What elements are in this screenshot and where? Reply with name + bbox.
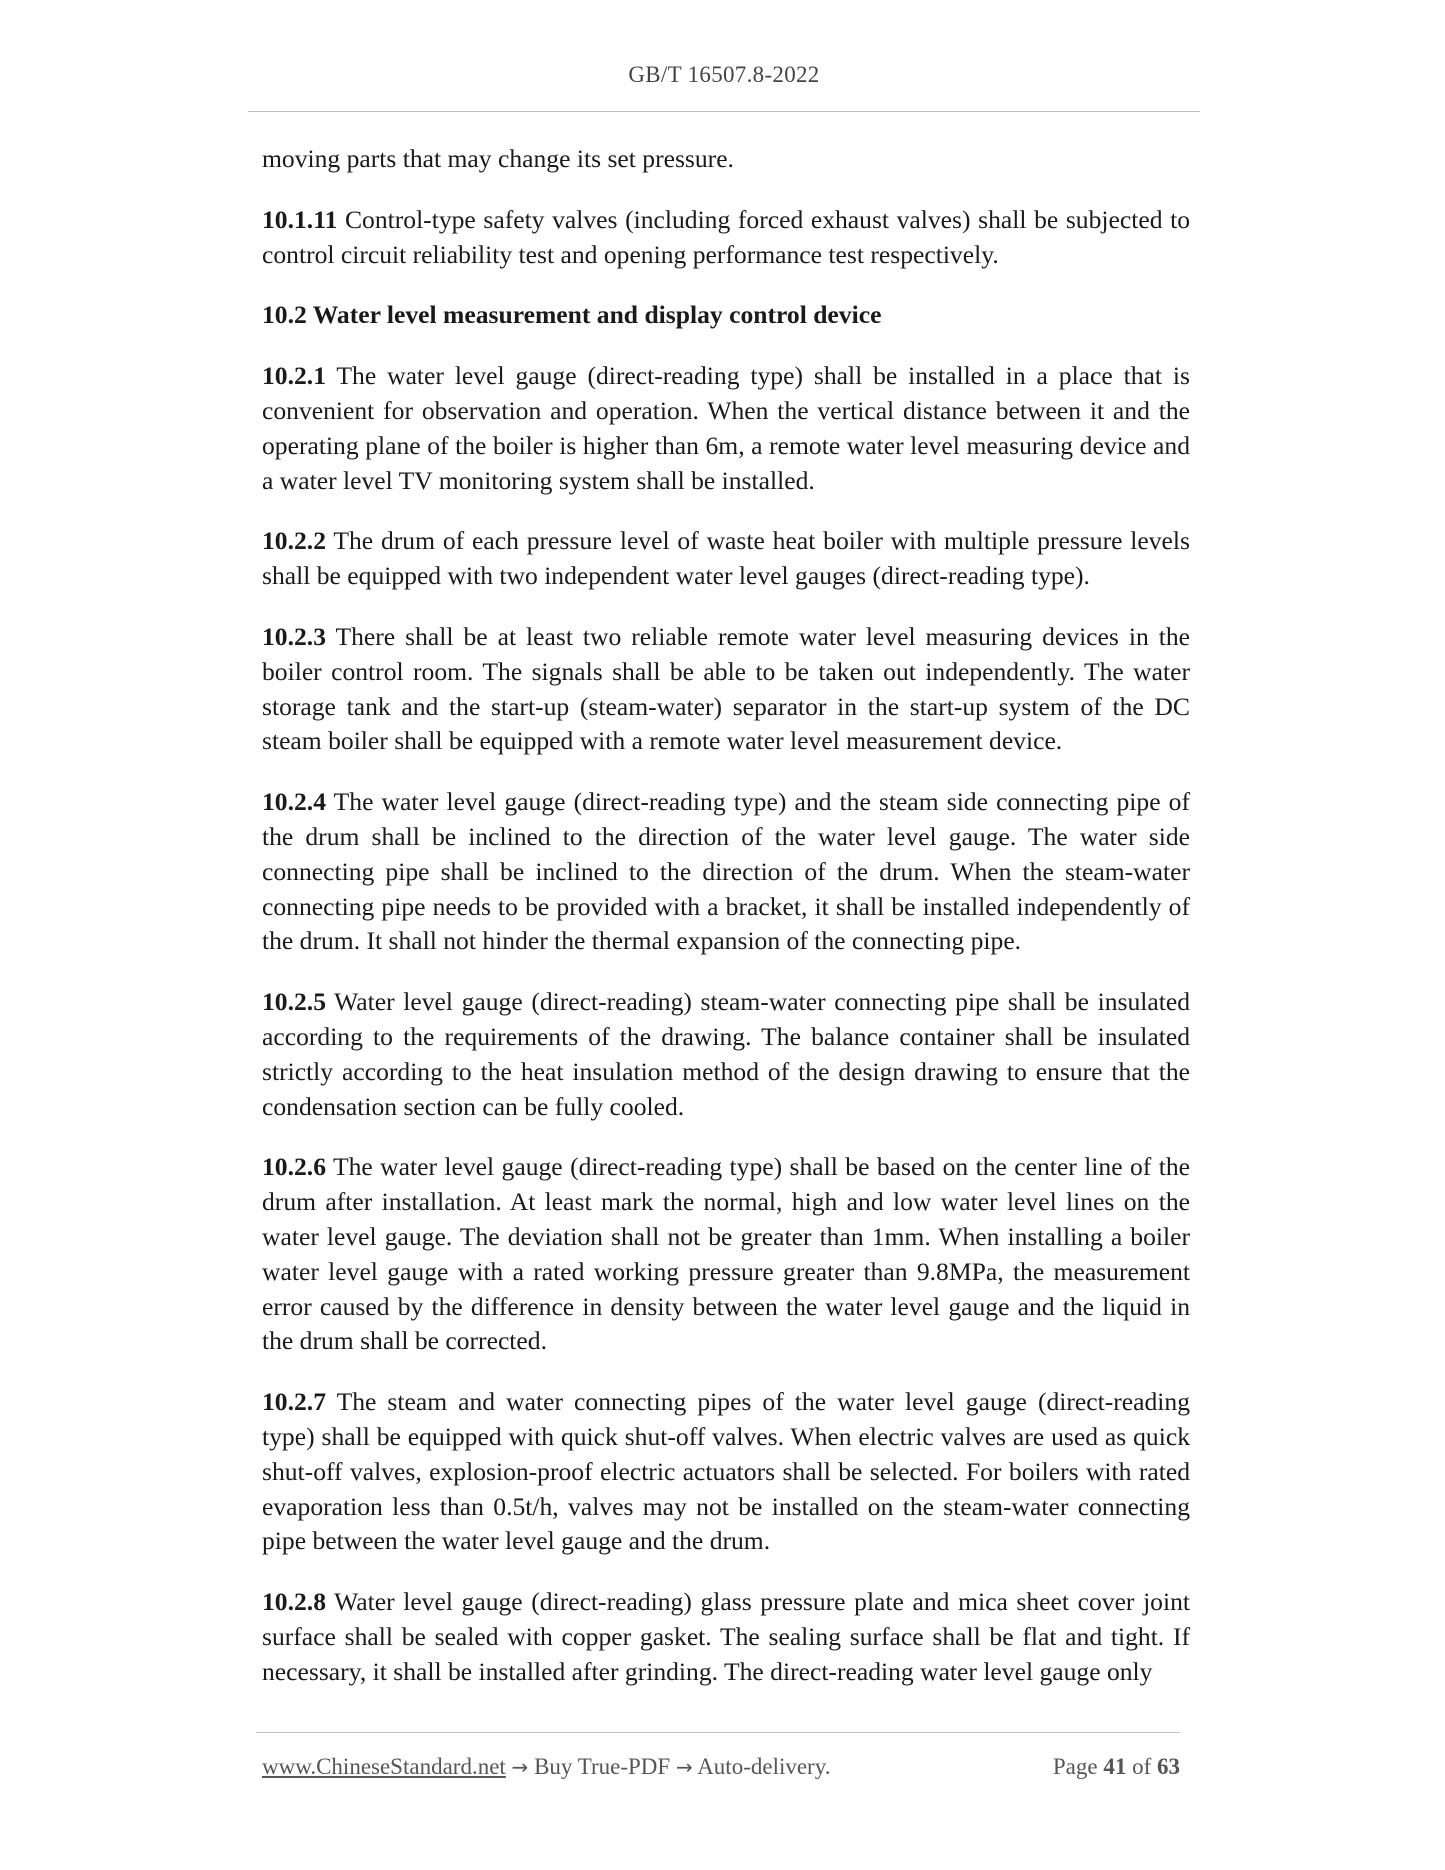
clause-text: Water level gauge (direct-reading) glass pressure plate and mica sheet cover joint surface shall be sealed with copper gasket. The sealing surface shall be flat and tight. If necessary, it shall be installed after grinding. The direct-reading water level gauge only <box>262 1587 1190 1686</box>
clause-10-2-1 <box>262 359 1190 498</box>
clause-10-2-6 <box>262 1150 1190 1359</box>
document-header <box>248 62 1200 88</box>
arrow-right-icon: → <box>675 1755 693 1779</box>
footer-divider <box>256 1732 1180 1733</box>
page-label: Page <box>1052 1754 1104 1779</box>
section-heading-10-2: 10.2 Water level measurement and display control device <box>262 300 882 330</box>
clause-10-1-11 <box>262 203 1190 273</box>
clause-number: 10.2.8 <box>262 1587 326 1617</box>
clause-10-2-4 <box>262 785 1190 959</box>
page-of-label: of <box>1126 1754 1157 1779</box>
clause-number: 10.1.11 <box>262 204 338 234</box>
clause-text: Control-type safety valves (including forced exhaust valves) shall be subjected to control circuit reliability test and opening performance test respectively. <box>262 204 1190 269</box>
clause-10-2-8 <box>262 1585 1190 1689</box>
clause-number: 10.2.5 <box>262 987 326 1017</box>
standard-code: GB/T 16507.8-2022 <box>628 62 820 87</box>
clause-text: Water level gauge (direct-reading) steam-water connecting pipe shall be insulated according to the requirements of the drawing. The balance container shall be insulated strictly according to the heat insulation method of the design drawing to ensure that the condensation section can be fully cooled. <box>262 987 1190 1121</box>
auto-delivery-text: Auto-delivery. <box>692 1754 831 1779</box>
arrow-right-icon: → <box>511 1755 529 1779</box>
clause-text: There shall be at least two reliable remote water level measuring devices in the boiler control room. The signals shall be able to be taken out independently. The water storage tank and the start-up (steam-water) separator in the start-up system of the DC steam boiler shall be equipped with a remote water level measurement device. <box>262 621 1190 756</box>
website-link[interactable]: www.ChineseStandard.net <box>262 1754 506 1779</box>
clause-text: The water level gauge (direct-reading type) shall be installed in a place that is convenient for observation and operation. When the vertical distance between it and the operating plane of the boiler is higher than 6m, a remote water level measuring device and a water level TV monitoring system shall be installed. <box>262 361 1190 495</box>
page-indicator <box>1053 1754 1180 1780</box>
clause-number: 10.2.4 <box>262 787 326 817</box>
footer-promo <box>262 1754 830 1780</box>
clause-number: 10.2.2 <box>262 526 326 556</box>
continued-text: moving parts that may change its set pressure. <box>262 144 734 173</box>
clause-10-2-3 <box>262 620 1190 759</box>
clause-text: The water level gauge (direct-reading type) shall be based on the center line of the drum after installation. At least mark the normal, high and low water level lines on the water level gauge. The deviation shall not be greater than 1mm. When installing a boiler water level gauge with a rated working pressure greater than 9.8MPa, the measurement error caused by the difference in density between the water level gauge and the liquid in the drum shall be corrected. <box>262 1152 1190 1356</box>
clause-10-2-2 <box>262 524 1190 594</box>
clause-text: The water level gauge (direct-reading type) and the steam side connecting pipe of the drum shall be inclined to the direction of the water level gauge. The water side connecting pipe shall be inclined to the direction of the drum. When the steam-water connecting pipe needs to be provided with a bracket, it shall be installed independently of the drum. It shall not hinder the thermal expansion of the connecting pipe. <box>262 787 1190 956</box>
clause-number: 10.2.7 <box>262 1387 326 1417</box>
clause-number: 10.2.3 <box>262 621 326 651</box>
clause-text: The drum of each pressure level of waste heat boiler with multiple pressure levels shall be equipped with two independent water level gauges (direct-reading type). <box>262 526 1190 591</box>
header-divider <box>248 111 1200 112</box>
page-current: 41 <box>1103 1754 1127 1779</box>
page-total: 63 <box>1157 1754 1180 1779</box>
clause-number: 10.2.6 <box>262 1152 326 1182</box>
clause-text: The steam and water connecting pipes of the water level gauge (direct-reading type) shall be equipped with quick shut-off valves. When electric valves are used as quick shut-off valves, explosion-proof electric actuators shall be selected. For boilers with rated evaporation less than 0.5t/h, valves may not be installed on the steam-water connecting pipe between the water level gauge and the drum. <box>262 1387 1190 1556</box>
buy-pdf-text: Buy True-PDF <box>528 1754 676 1779</box>
document-body <box>262 142 1190 1715</box>
clause-10-2-7 <box>262 1385 1190 1559</box>
clause-number: 10.2.1 <box>262 361 326 391</box>
clause-10-2-5 <box>262 985 1190 1124</box>
